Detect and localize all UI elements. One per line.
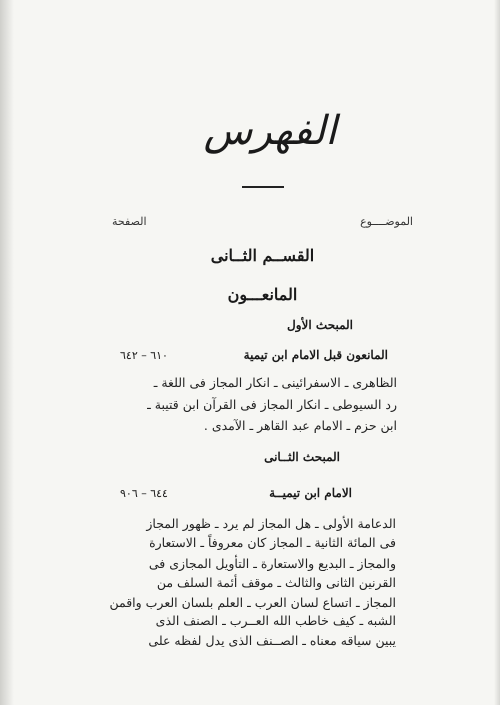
title-divider xyxy=(242,186,284,188)
chapter1-entry: المانعون قبل الامام ابن تيمية xyxy=(243,348,388,362)
chapter2-line: الشبه ـ كيف خاطب الله العــرب ـ الصنف الذى xyxy=(155,613,396,628)
page-column-header: الصفحة xyxy=(112,215,147,228)
chapter1-page-range: ٦١٠ – ٦٤٢ xyxy=(120,349,168,362)
chapter2-title: المبحث الثــانى xyxy=(264,450,340,464)
chapter1-line: ابن حزم ـ الامام عبد القاهر ـ الآمدى . xyxy=(203,418,397,433)
chapter2-line: فى المائة الثانية ـ المجاز كان معروفاً ـ الاستعارة xyxy=(149,535,396,550)
topic-column-header: الموضــــوع xyxy=(360,215,413,228)
part-subtitle: المانعـــون xyxy=(227,285,298,304)
chapter2-line: والمجاز ـ البديع والاستعارة ـ التأويل المجازى فى xyxy=(148,556,396,571)
chapter1-title: المبحث الأول xyxy=(287,318,353,332)
page-left-edge-shadow xyxy=(0,0,14,705)
chapter2-entry: الامام ابن تيميــة xyxy=(269,486,352,500)
chapter2-page-range: ٦٤٤ – ٩٠٦ xyxy=(120,487,168,500)
chapter1-line: الظاهرى ـ الاسفرائينى ـ انكار المجاز فى اللغة ـ xyxy=(153,375,397,390)
chapter2-line: القرنين الثانى والثالث ـ موقف أئمة السلف من xyxy=(156,575,396,590)
chapter1-line: رد السيوطى ـ انكار المجاز فى القرآن ابن قتيبة ـ xyxy=(147,397,397,412)
index-title: الفهرس xyxy=(203,108,337,154)
chapter2-line: المجاز ـ اتساع لسان العرب ـ العلم بلسان العرب واقمن xyxy=(109,595,396,610)
page-right-edge-shadow xyxy=(494,0,500,705)
chapter2-line: يبين سياقه معناه ـ الصــنف الذى يدل لفظه على xyxy=(148,633,396,648)
chapter2-line: الدعامة الأولى ـ هل المجاز لم يرد ـ ظهور المجاز xyxy=(146,516,396,531)
part-title: القســم الثــانى xyxy=(210,246,315,265)
